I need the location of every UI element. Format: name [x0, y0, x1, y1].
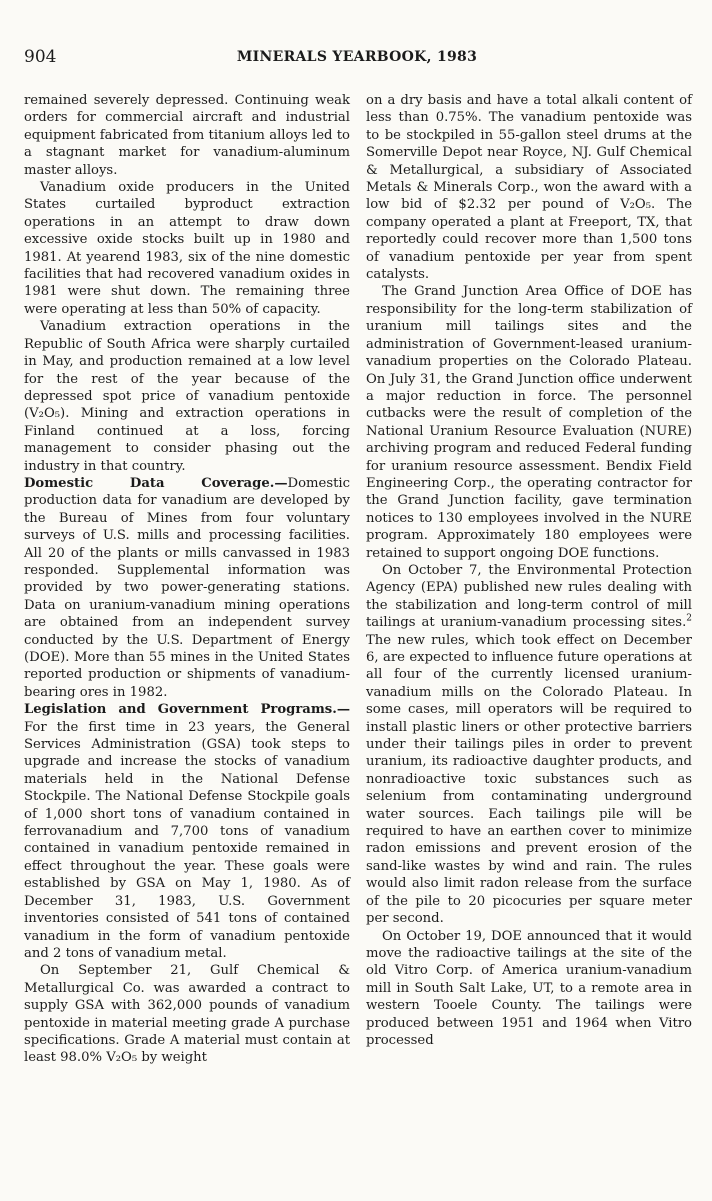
paragraph-domestic-data-coverage: [24, 475, 350, 701]
page-number: 904: [24, 47, 57, 67]
footnote-marker: 2: [686, 613, 692, 624]
paragraph-legislation: [24, 701, 350, 962]
right-column: [366, 92, 692, 1049]
paragraph: remained severely depressed. Continuing weak orders for commercial aircraft and industrial equipment fabricated from titanium alloys led to a stagnant market for vanadium-aluminum master alloys.: [24, 93, 350, 178]
paragraph: Vanadium oxide producers in the United States curtailed byproduct extraction operations in an attempt to draw down excessive oxide stocks built up in 1980 and 1981. At yearend 1983, six of the nine domestic facilities that had recovered vanadium oxides in 1981 were shut down. The remaining three were operating at less than 50% of capacity.: [24, 180, 350, 317]
paragraph-epa-rules: [366, 562, 692, 928]
section-text: Domestic production data for vanadium are developed by the Bureau of Mines from four voluntary surveys of U.S. mills and processing facilities. All 20 of the plants or mills canvassed in 1983 responded. Supplemental information was provided by two power-generating stations. Data on uranium-vanadium mining operations are obtained from an independent survey conducted by the U.S. Department of Energy (DOE). More than 55 mines in the United States reported production or shipments of vanadium-bearing ores in 1982.: [24, 475, 350, 700]
paragraph-text: On October 7, the Environmental Protection Agency (EPA) published new rules dealing with the stabilization and long-term control of mill tailings at uranium-vanadium processing sites.: [366, 562, 692, 631]
paragraph: on a dry basis and have a total alkali content of less than 0.75%. The vanadium pentoxide was to be stockpiled in 55-gallon steel drums at the Somerville Depot near Royce, NJ. Gulf Chemical & Metallurgical, a subsidiary of Associated Metals & Minerals Corp., won the award with a low bid of $2.32 per pound of V₂O₅. The company operated a plant at Freeport, TX, that reportedly could recover more than 1,500 tons of vanadium pentoxide per year from spent catalysts.: [366, 93, 692, 283]
paragraph: Vanadium extraction operations in the Republic of South Africa were sharply curtailed in May, and production remained at a low level for the rest of the year because of the depressed spot price of vanadium pentoxide (V₂O₅). Mining and extraction operations in Finland continued at a loss, forcing management to consider phasing out the industry in that country.: [24, 319, 350, 474]
paragraph-text: The new rules, which took effect on December 6, are expected to influence future operations at all four of the currently licensed uranium-vanadium mills on the Colorado Plateau. In some cases, mill operators will be required to install plastic liners or other protective barriers under their tailings piles in order to prevent uranium, its radioactive daughter products, and nonradioactive toxic substances such as selenium from contaminating underground water sources. Each tailings pile will be required to have an earthen cover to minimize radon emissions and prevent erosion of the sand-like wastes by wind and rain. The rules would also limit radon release from the surface of the pile to 20 picocuries per square meter per second.: [366, 632, 692, 927]
paragraph: On September 21, Gulf Chemical & Metallurgical Co. was awarded a contract to supply GSA with 362,000 pounds of vanadium pentoxide in material meeting grade A purchase specifications. Grade A material must contain at least 98.0% V₂O₅ by weight: [24, 963, 350, 1066]
section-text: For the first time in 23 years, the General Services Administration (GSA) took steps to upgrade and increase the stocks of vanadium materials held in the National Defense Stockpile. The National Defense Stockpile goals of 1,000 short tons of vanadium contained in ferrovanadium and 7,700 tons of vanadium contained in vanadium pentoxide remained in effect throughout the year. These goals were established by GSA on May 1, 1980. As of December 31, 1983, U.S. Government inventories consisted of 541 tons of contained vanadium in the form of vanadium pentoxide and 2 tons of vanadium metal.: [24, 719, 350, 961]
running-title: MINERALS YEARBOOK, 1983: [236, 49, 478, 65]
page-header: [24, 47, 690, 71]
section-heading: Domestic Data Coverage. —: [24, 476, 288, 491]
section-heading: Legislation and Government Programs. —: [24, 702, 350, 717]
paragraph: The Grand Junction Area Office of DOE has responsibility for the long-term stabilization of uranium mill tailings sites and the administration of Government-leased uranium-vanadium properties on the Colorado Plateau. On July 31, the Grand Junction office underwent a major reduction in force. The personnel cutbacks were the result of completion of the National Uranium Resource Evaluation (NURE) archiving program and reduced Federal funding for uranium resource assessment. Bendix Field Engineering Corp., the operating contractor for the Grand Junction facility, gave termination notices to 130 employees involved in the NURE program. Approximately 180 employees were retained to support ongoing DOE functions.: [366, 284, 692, 561]
paragraph: On October 19, DOE announced that it would move the radioactive tailings at the site of the old Vitro Corp. of America uranium-vanadium mill in South Salt Lake, UT, to a remote area in western Tooele County. The tailings were produced between 1951 and 1964 when Vitro processed: [366, 928, 692, 1048]
left-column: [24, 92, 350, 1067]
